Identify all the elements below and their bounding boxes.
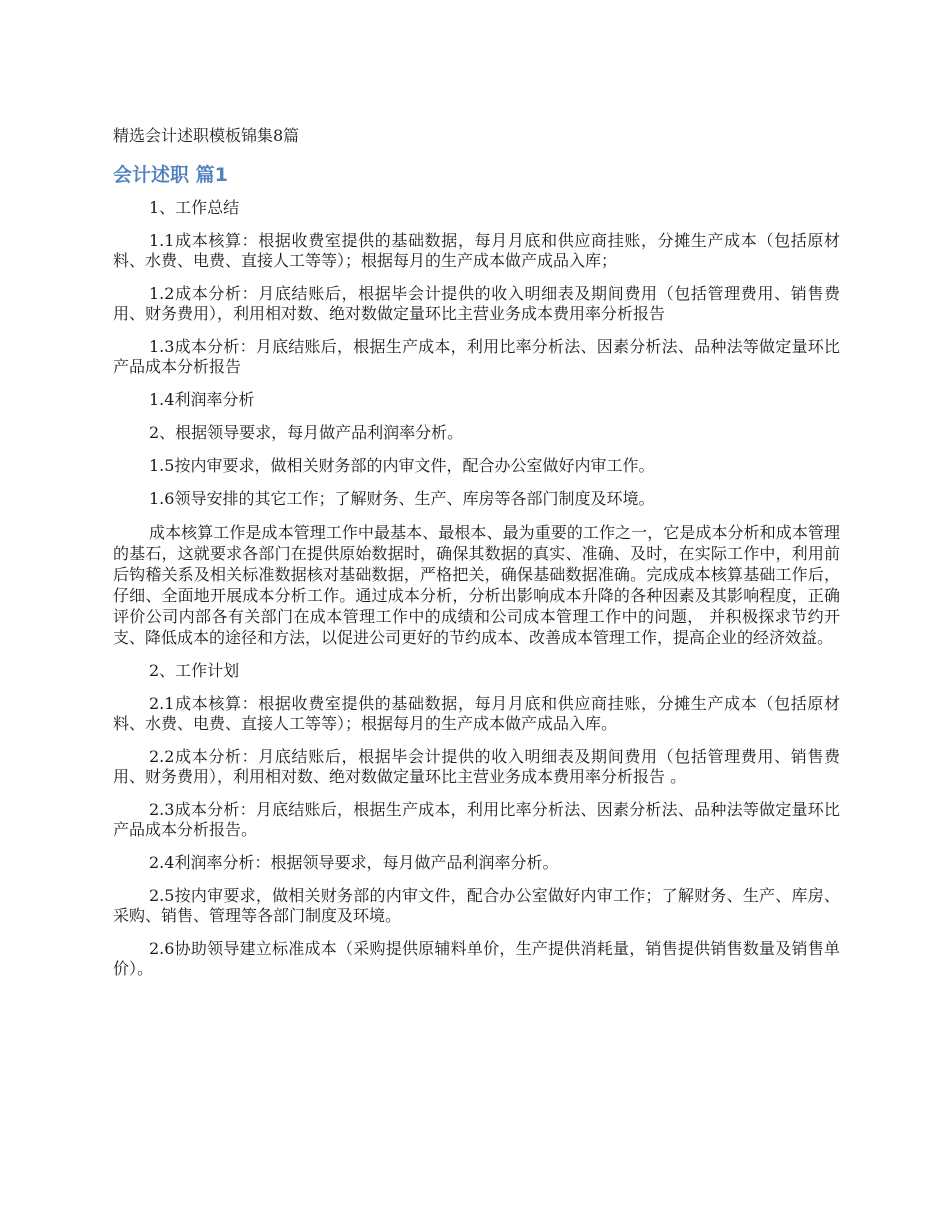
paragraph-cost-accounting-summary: 成本核算工作是成本管理工作中最基本、最根本、最为重要的工作之一，它是成本分析和成本管理的基石，这就要求各部门在提供原始数据时，确保其数据的真实、准确、及时，在实际工作中，利用前后钩稽关系及相关标准数据核对基础数据，严格把关，确保基础数据准确。完成成本核算基础工作后，仔细、全面地开展成本分析工作。通过成本分析，分析出影响成本升降的各种因素及其影响程度，正确评价公司内部各有关部门在成本管理工作中的成绩和公司成本管理工作中的问题， 并积极探求节约开支、降低成本的途径和方法，以促进公司更好的节约成本、改善成本管理工作，提高企业的经济效益。 bbox=[113, 523, 840, 647]
paragraph-1-5-internal-audit: 1.5按内审要求，做相关财务部的内审文件，配合办公室做好内审工作。 bbox=[149, 456, 655, 475]
paragraph-1-4-profit-rate: 1.4利润率分析 bbox=[149, 390, 255, 409]
paragraph-1-2-cost-analysis: 1.2成本分析：月底结账后，根据毕会计提供的收入明细表及期间费用（包括管理费用、销售费用、财务费用），利用相对数、绝对数做定量环比主营业务成本费用率分析报告 bbox=[113, 284, 840, 323]
paragraph-1-6-other-work: 1.6领导安排的其它工作；了解财务、生产、库房等各部门制度及环境。 bbox=[149, 489, 655, 508]
paragraph-2-1-cost-accounting: 2.1成本核算：根据收费室提供的基础数据，每月月底和供应商挂账，分摊生产成本（包括原材料、水费、电费、直接人工等等）；根据每月的生产成本做产成品入库。 bbox=[113, 694, 840, 733]
paragraph-1-1-cost-accounting: 1.1成本核算：根据收费室提供的基础数据，每月月底和供应商挂账，分摊生产成本（包括原材料、水费、电费、直接人工等等）；根据每月的生产成本做产成品入库； bbox=[113, 231, 840, 270]
paragraph-work-plan-heading: 2、工作计划 bbox=[149, 661, 240, 680]
paragraph-2-3-cost-analysis: 2.3成本分析：月底结账后，根据生产成本，利用比率分析法、因素分析法、品种法等做定量环比产品成本分析报告。 bbox=[113, 800, 840, 839]
paragraph-2-5-internal-audit: 2.5按内审要求，做相关财务部的内审文件，配合办公室做好内审工作；了解财务、生产、库房、采购、销售、管理等各部门制度及环境。 bbox=[113, 886, 840, 925]
paragraph-2-2-cost-analysis: 2.2成本分析：月底结账后，根据毕会计提供的收入明细表及期间费用（包括管理费用、销售费用、财务费用），利用相对数、绝对数做定量环比主营业务成本费用率分析报告 。 bbox=[113, 747, 840, 786]
paragraph-work-summary-heading: 1、工作总结 bbox=[149, 198, 240, 217]
paragraph-1-3-cost-analysis: 1.3成本分析：月底结账后，根据生产成本，利用比率分析法、因素分析法、品种法等做定量环比产品成本分析报告 bbox=[113, 337, 840, 376]
paragraph-2-6-standard-cost: 2.6协助领导建立标准成本（采购提供原辅料单价，生产提供消耗量，销售提供销售数量及销售单价）。 bbox=[113, 939, 840, 978]
document-title: 精选会计述职模板锦集8篇 bbox=[113, 126, 300, 145]
paragraph-2-4-profit-rate: 2.4利润率分析：根据领导要求，每月做产品利润率分析。 bbox=[149, 853, 559, 872]
paragraph-2-monthly-profit: 2、根据领导要求，每月做产品利润率分析。 bbox=[149, 423, 464, 442]
section-heading: 会计述职 篇1 bbox=[113, 164, 228, 186]
document-body bbox=[113, 124, 840, 992]
